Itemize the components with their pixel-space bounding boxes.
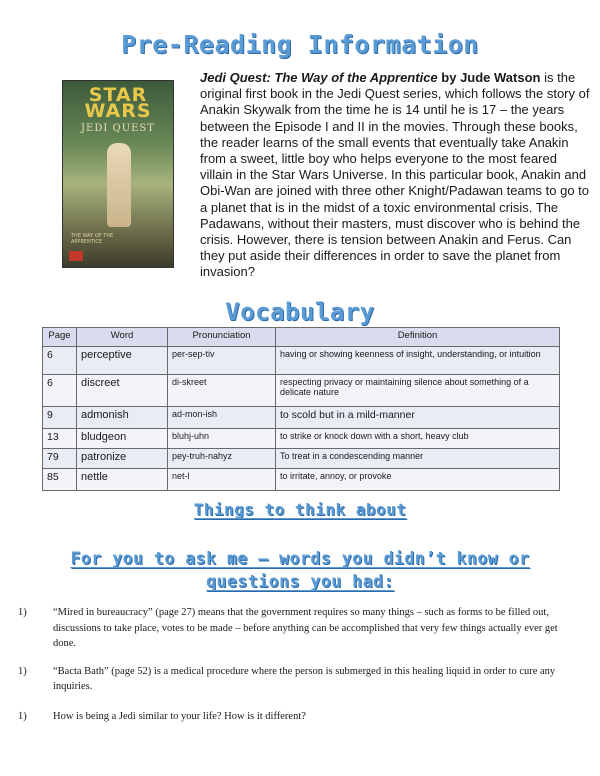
header-word: Word [77, 328, 168, 347]
book-cover-image [62, 80, 174, 268]
list-item-text: “Bacta Bath” (page 52) is a medical procedure where the person is submerged in this healing liquid in order to cure any inquiries. [53, 665, 556, 692]
cell-definition: to scold but in a mild-manner [276, 407, 560, 429]
cell-word: patronize [77, 449, 168, 469]
table-row [43, 347, 560, 375]
cell-word: bludgeon [77, 429, 168, 449]
cell-definition: To treat in a condescending manner [276, 449, 560, 469]
table-row [43, 469, 560, 491]
publisher-logo-icon [69, 251, 83, 261]
cell-word: perceptive [77, 347, 168, 375]
cell-page: 85 [43, 469, 77, 491]
book-title: Jedi Quest: The Way of the Apprentice [200, 70, 438, 85]
cell-word: nettle [77, 469, 168, 491]
book-author: Jude Watson [460, 70, 541, 85]
things-to-think-heading: Things to think about [193, 500, 407, 519]
cell-page: 79 [43, 449, 77, 469]
list-number: 1) [18, 607, 27, 618]
questions-heading: For you to ask me – words you didn’t know or questions you had: [70, 549, 530, 591]
list-item-text: “Mired in bureaucracy” (page 27) means that the government requires so many things – such as forms to be filled out, discussions to take place, votes to be made – before anything can be accomplished that very few things actually ever get done. [53, 607, 558, 649]
cell-pronunciation: per-sep-tiv [168, 347, 276, 375]
cell-definition: respecting privacy or maintaining silence about something of a delicate nature [276, 375, 560, 407]
vocabulary-table [42, 327, 560, 491]
cell-word: discreet [77, 375, 168, 407]
vocabulary-heading: Vocabulary [225, 298, 375, 326]
cover-logo: STAR WARS [84, 84, 152, 122]
list-item [18, 605, 578, 652]
cell-definition: to irritate, annoy, or provoke [276, 469, 560, 491]
table-row [43, 449, 560, 469]
intro-body: is the original first book in the Jedi Quest series, which follows the story of Anakin Skywalk from the time he is 14 until he is 17 – the years between the Episode I and II in the movies. Through these books, the reader learns of the small events that eventually take Anakin from a sweet, little boy who helps everyone to the most feared villain in the Star Wars Universe. In this particular book, Anakin and Obi-Wan are joined with three other Knight/Padawan teams to go to a planet that is in the midst of a toxic environmental crisis. The Padawans, without their masters, must discover who is behind the crisis. However, there is tension between Anakin and Ferus. Can they put aside their differences in order to save the planet from invasion? [200, 70, 590, 280]
table-row [43, 375, 560, 407]
table-row [43, 407, 560, 429]
list-item [18, 664, 578, 695]
intro-paragraph: Jedi Quest: The Way of the Apprentice by Jude Watson is the original first book in the Jedi Quest series, which follows the story of Anakin Skywalk from the time he is 14 until he is 17 – the years between the Episode I and II in the movies. Through these books, the reader learns of the small events that eventually take Anakin from a sweet, little boy who helps everyone to the most feared villain in the Star Wars Universe. In this particular book, Anakin and Obi-Wan are joined with three other Knight/Padawan teams to go to a planet that is in the midst of a toxic environmental crisis. The Padawans, without their masters, must discover who is behind the crisis. However, there is tension between Anakin and Ferus. Can they put aside their differences in order to save the planet from invasion? [200, 70, 590, 280]
cell-pronunciation: bluhj-uhn [168, 429, 276, 449]
list-number: 1) [18, 710, 27, 722]
cell-definition: to strike or knock down with a short, heavy club [276, 429, 560, 449]
header-page: Page [43, 328, 77, 347]
cover-subtitle: THE WAY OF THE APPRENTICE [71, 233, 114, 245]
table-header-row [43, 328, 560, 347]
cell-page: 6 [43, 375, 77, 407]
cell-pronunciation: ad-mon-ish [168, 407, 276, 429]
cell-pronunciation: di-skreet [168, 375, 276, 407]
list-item-text: How is being a Jedi similar to your life? How is it different? [53, 710, 306, 722]
cell-definition: having or showing keenness of insight, understanding, or intuition [276, 347, 560, 375]
cell-word: admonish [77, 407, 168, 429]
list-item [18, 709, 578, 725]
header-pronunciation: Pronunciation [168, 328, 276, 347]
cell-page: 6 [43, 347, 77, 375]
list-number: 1) [18, 665, 27, 677]
page-title: Pre-Reading Information [121, 30, 479, 59]
cell-page: 13 [43, 429, 77, 449]
table-row [43, 429, 560, 449]
cover-series-title: JEDI QUEST [81, 123, 155, 134]
cell-page: 9 [43, 407, 77, 429]
questions-list [18, 605, 578, 724]
cell-pronunciation: net-l [168, 469, 276, 491]
cell-pronunciation: pey-truh-nahyz [168, 449, 276, 469]
jedi-figure-icon [107, 143, 131, 227]
header-definition: Definition [276, 328, 560, 347]
